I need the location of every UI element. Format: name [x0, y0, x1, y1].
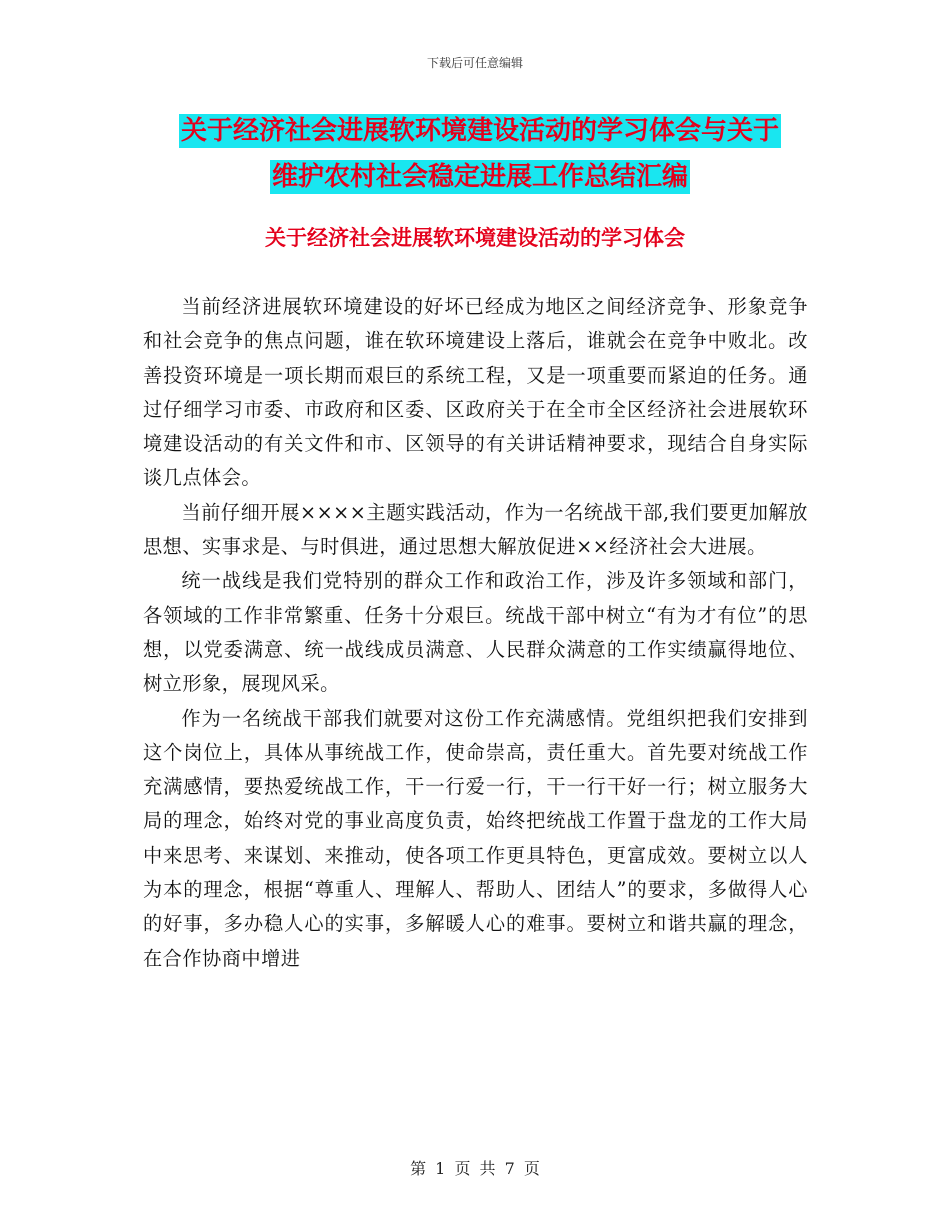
- header-note: 下载后可任意编辑: [426, 56, 523, 70]
- paragraph-3: 统一战线是我们党特别的群众工作和政治工作，涉及许多领域和部门，各领域的工作非常繁重、任务十分艰巨。统战干部中树立“有为才有位”的思想，以党委满意、统一战线成员满意、人民群众满意的工作实绩赢得地位、树立形象，展现风采。: [143, 569, 808, 696]
- paragraph-1: 当前经济进展软环境建设的好坏已经成为地区之间经济竞争、形象竞争和社会竞争的焦点问题，谁在软环境建设上落后，谁就会在竞争中败北。改善投资环境是一项长期而艰巨的系统工程，又是一项重要而紧迫的任务。通过仔细学习市委、市政府和区委、区政府关于在全市全区经济社会进展软环境建设活动的有关文件和市、区领导的有关讲话精神要求，现结合自身实际谈几点体会。: [143, 295, 808, 490]
- paragraph-4: 作为一名统战干部我们就要对这份工作充满感情。党组织把我们安排到这个岗位上，具体从事统战工作，使命崇高，责任重大。首先要对统战工作充满感情，要热爱统战工作，干一行爱一行，干一行干好一行；树立服务大局的理念，始终对党的事业高度负责，始终把统战工作置于盘龙的工作大局中来思考、来谋划、来推动，使各项工作更具特色，更富成效。要树立以人为本的理念，根据“尊重人、理解人、帮助人、团结人”的要求，多做得人心的好事，多办稳人心的实事，多解暖人心的难事。要树立和谐共赢的理念，在合作协商中增进: [143, 706, 808, 970]
- page-number: 第 1 页 共 7 页: [410, 1159, 540, 1178]
- body-text: [143, 290, 808, 976]
- document-title-line-1: 关于经济社会进展软环境建设活动的学习体会与关于: [180, 116, 779, 146]
- paragraph-2: 当前仔细开展××××主题实践活动，作为一名统战干部,我们要更加解放思想、实事求是、与时俱进，通过思想大解放促进××经济社会大进展。: [143, 500, 808, 559]
- section-title: 关于经济社会进展软环境建设活动的学习体会: [265, 226, 685, 250]
- document-title: [150, 108, 810, 200]
- document-title-line-2: 维护农村社会稳定进展工作总结汇编: [271, 162, 688, 192]
